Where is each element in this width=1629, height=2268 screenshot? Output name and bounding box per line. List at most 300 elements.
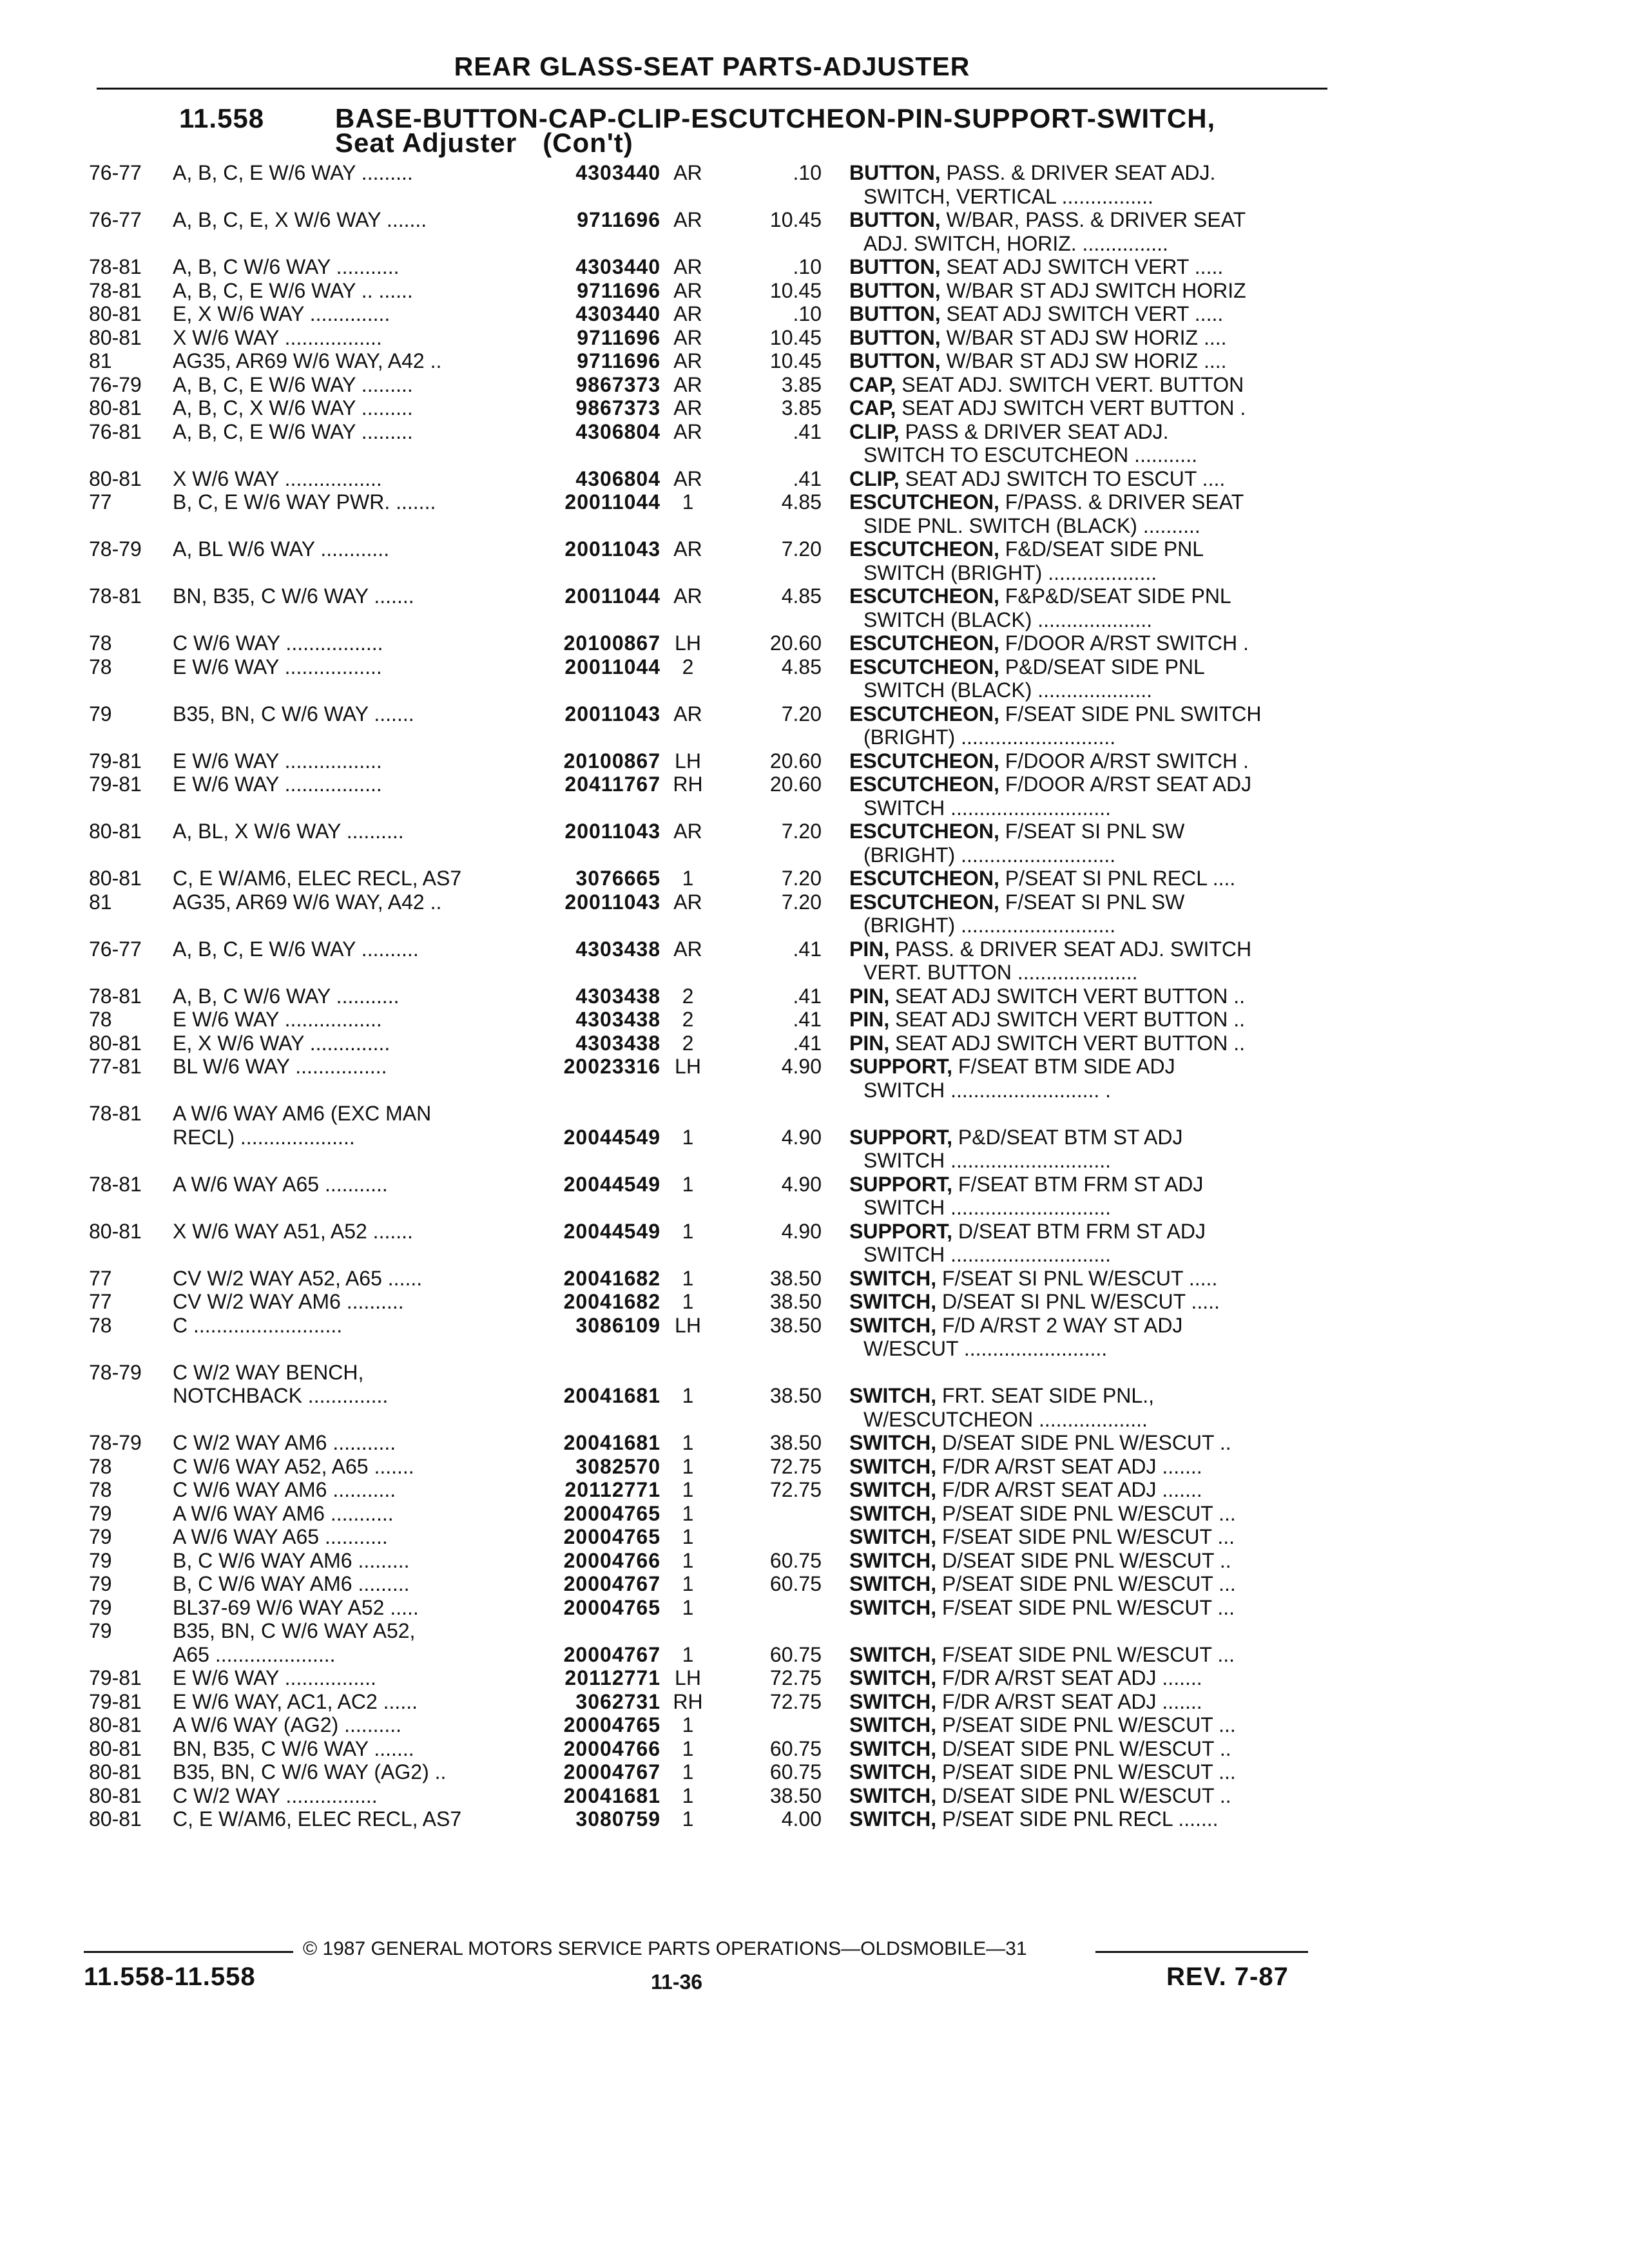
part-model: CV W/2 WAY AM6 .......... [173, 1290, 404, 1313]
part-qty: 1 [682, 1290, 694, 1313]
part-year: 80-81 [89, 1783, 142, 1807]
part-model: E W/6 WAY ................. [173, 1008, 382, 1031]
part-number: 20004767 [563, 1572, 660, 1595]
part-description-name: BUTTON, [849, 325, 941, 349]
part-model: RECL) .................... [173, 1125, 355, 1149]
page-title: REAR GLASS-SEAT PARTS-ADJUSTER [454, 52, 970, 81]
part-description-name: ESCUTCHEON, [849, 537, 999, 561]
part-price: 38.50 [769, 1431, 822, 1454]
part-price: .41 [793, 1008, 822, 1031]
part-row-continued [0, 443, 1629, 466]
part-row [0, 208, 1629, 231]
part-description [849, 373, 1333, 396]
footer-section-range: 11.558-11.558 [84, 1963, 256, 1991]
part-number: 4303438 [575, 984, 660, 1008]
part-price: 72.75 [769, 1454, 822, 1478]
part-row-continued [0, 185, 1629, 208]
part-description [849, 631, 1333, 655]
part-description-name: BUTTON, [849, 161, 941, 184]
part-description [849, 326, 1333, 349]
part-row [0, 773, 1629, 796]
part-description-name: SUPPORT, [849, 1055, 953, 1078]
part-description-name: ESCUTCHEON, [849, 773, 999, 796]
part-price: 10.45 [769, 349, 822, 372]
part-model: C W/6 WAY A52, A65 ....... [173, 1454, 414, 1478]
part-row-continued [0, 726, 1629, 749]
part-price: .41 [793, 419, 822, 443]
part-row-continued [0, 796, 1629, 820]
part-description-text: F/SEAT SI PNL W/ESCUT ..... [936, 1266, 1218, 1290]
part-description-text: F/SEAT SIDE PNL W/ESCUT ... [936, 1595, 1235, 1619]
part-model: A, B, C, E W/6 WAY ......... [173, 419, 413, 443]
part-model: X W/6 WAY A51, A52 ....... [173, 1219, 413, 1243]
part-year: 78-81 [89, 278, 142, 302]
part-description-name: CLIP, [849, 466, 900, 490]
part-year: 80-81 [89, 1219, 142, 1243]
part-row [0, 655, 1629, 678]
part-description-name: PIN, [849, 1008, 890, 1031]
footer-revision: REV. 7-87 [1166, 1963, 1289, 1991]
part-description-name: SWITCH, [849, 1454, 937, 1478]
part-model: A, B, C W/6 WAY ........... [173, 984, 400, 1008]
part-description-text: W/BAR ST ADJ SWITCH HORIZ [940, 278, 1246, 302]
part-description [849, 1807, 1333, 1831]
part-description-text: F/SEAT SIDE PNL W/ESCUT ... [936, 1642, 1235, 1666]
part-model: C W/2 WAY BENCH, [173, 1360, 364, 1384]
part-description-text: W/BAR, PASS. & DRIVER SEAT [940, 208, 1246, 231]
part-number: 20011044 [564, 584, 660, 608]
part-row [0, 161, 1629, 184]
part-year: 80-81 [89, 1807, 142, 1831]
part-row [0, 937, 1629, 961]
part-number: 20044549 [563, 1172, 660, 1196]
part-description-name: BUTTON, [849, 208, 941, 231]
part-description-continued: W/ESCUT ......................... [863, 1337, 1108, 1360]
part-description-continued: (BRIGHT) ........................... [863, 914, 1116, 937]
part-model: A, B, C, E W/6 WAY ......... [173, 161, 413, 184]
part-price: 3.85 [781, 372, 822, 396]
part-number: 20004765 [563, 1595, 660, 1619]
part-number: 20011043 [564, 820, 660, 843]
part-year: 78-81 [89, 1172, 142, 1196]
part-model: NOTCHBACK .............. [173, 1384, 389, 1407]
part-description-text: SEAT ADJ SWITCH VERT ..... [940, 302, 1224, 325]
part-model: A W/6 WAY AM6 (EXC MAN [173, 1102, 432, 1125]
part-qty: 1 [682, 1807, 694, 1831]
part-description [849, 584, 1333, 608]
part-description-text: F/DOOR A/RST SWITCH . [999, 749, 1249, 773]
part-number: 20041681 [563, 1384, 660, 1407]
part-number: 20004765 [563, 1525, 660, 1548]
part-row-continued [0, 232, 1629, 255]
part-number: 20011043 [564, 890, 660, 914]
part-number: 20044549 [563, 1125, 660, 1149]
part-year: 80-81 [89, 466, 142, 490]
part-description [849, 1502, 1333, 1525]
part-year: 78 [89, 1313, 112, 1337]
part-description-text: F/DR A/RST SEAT ADJ ....... [936, 1666, 1202, 1689]
part-number: 4306804 [575, 466, 660, 490]
part-description-text: D/SEAT BTM FRM ST ADJ [952, 1219, 1206, 1243]
part-description-name: SWITCH, [849, 1525, 937, 1548]
part-qty: AR [673, 325, 702, 349]
part-year: 79 [89, 1525, 112, 1548]
part-price: 3.85 [781, 396, 822, 419]
part-description-text: F/DR A/RST SEAT ADJ ....... [936, 1454, 1202, 1478]
part-number: 9711696 [577, 278, 660, 302]
part-description-name: ESCUTCHEON, [849, 631, 999, 655]
part-model: B35, BN, C W/6 WAY (AG2) .. [173, 1760, 447, 1783]
part-qty: AR [673, 396, 702, 419]
part-row [0, 1619, 1629, 1642]
part-number: 20041681 [563, 1783, 660, 1807]
part-row [0, 537, 1629, 561]
part-price: 38.50 [769, 1384, 822, 1407]
part-number: 3062731 [575, 1689, 660, 1713]
part-row [0, 255, 1629, 278]
part-description-name: SWITCH, [849, 1666, 937, 1689]
part-number: 20011043 [564, 537, 660, 561]
part-description-text: F/SEAT SIDE PNL SWITCH [999, 702, 1262, 726]
part-description-text: P&D/SEAT SIDE PNL [999, 655, 1205, 678]
part-qty: LH [675, 1313, 701, 1337]
part-description [849, 490, 1333, 514]
part-qty: RH [673, 1689, 703, 1713]
part-description [849, 1525, 1333, 1548]
part-year: 78 [89, 1478, 112, 1501]
part-qty: 1 [682, 1501, 694, 1525]
part-description-continued: SWITCH .......................... . [863, 1078, 1112, 1102]
part-price: 4.90 [781, 1125, 822, 1149]
part-row [0, 349, 1629, 372]
part-qty: 1 [682, 1525, 694, 1548]
part-row [0, 584, 1629, 608]
part-year: 80-81 [89, 325, 142, 349]
part-row [0, 396, 1629, 419]
part-number: 20100867 [563, 749, 660, 773]
part-row [0, 1478, 1629, 1501]
part-qty: LH [675, 1666, 701, 1689]
part-model: A, B, C, E W/6 WAY .. ...... [173, 278, 413, 302]
part-description-name: PIN, [849, 984, 890, 1008]
part-description-continued: SWITCH (BLACK) .................... [863, 678, 1153, 702]
part-description [849, 255, 1333, 278]
part-year: 78 [89, 1454, 112, 1478]
part-description-text: F/SEAT BTM FRM ST ADJ [952, 1172, 1204, 1196]
part-description [849, 1314, 1333, 1337]
part-description-name: SWITCH, [849, 1548, 937, 1572]
part-year: 79-81 [89, 773, 142, 796]
part-row-continued [0, 1149, 1629, 1172]
part-price: 60.75 [769, 1572, 822, 1595]
part-description [849, 1690, 1333, 1713]
part-description-text: W/BAR ST ADJ SW HORIZ .... [940, 325, 1227, 349]
part-description-continued: SWITCH ............................ [863, 796, 1112, 820]
part-description-continued: SWITCH, VERTICAL ................ [863, 184, 1153, 208]
part-description-continued: W/ESCUTCHEON ................... [863, 1407, 1148, 1431]
part-number: 20004766 [563, 1548, 660, 1572]
part-row [0, 1455, 1629, 1478]
part-model: A, B, C, X W/6 WAY ......... [173, 396, 413, 419]
part-description [849, 279, 1333, 302]
part-model: A W/6 WAY (AG2) .......... [173, 1713, 402, 1736]
part-description-text: P/SEAT SI PNL RECL .... [999, 867, 1236, 890]
part-number: 20004765 [563, 1501, 660, 1525]
part-qty: AR [673, 702, 702, 726]
part-row [0, 1102, 1629, 1125]
part-qty: 1 [682, 1219, 694, 1243]
part-description-name: SUPPORT, [849, 1219, 953, 1243]
part-number: 4303438 [575, 937, 660, 961]
part-model: A, BL, X W/6 WAY .......... [173, 820, 404, 843]
footer-rule-left [84, 1951, 293, 1953]
part-description-text: F/PASS. & DRIVER SEAT [999, 490, 1244, 514]
part-number: 4303438 [575, 1008, 660, 1031]
part-price: .41 [793, 466, 822, 490]
part-description-continued: (BRIGHT) ........................... [863, 843, 1116, 867]
part-description-continued: SWITCH ............................ [863, 1149, 1112, 1172]
part-description-text: F/D A/RST 2 WAY ST ADJ [936, 1313, 1183, 1337]
part-description-continued: (BRIGHT) ........................... [863, 726, 1116, 749]
part-qty: AR [673, 466, 702, 490]
part-number: 20023316 [563, 1055, 660, 1078]
part-description-name: SWITCH, [849, 1290, 937, 1313]
part-year: 77-81 [89, 1055, 142, 1078]
part-row [0, 820, 1629, 843]
part-qty: AR [673, 537, 702, 561]
part-price: .41 [793, 937, 822, 961]
part-description-name: ESCUTCHEON, [849, 702, 999, 726]
part-number: 3076665 [575, 867, 660, 890]
part-year: 78-81 [89, 1102, 142, 1125]
part-price: 38.50 [769, 1266, 822, 1290]
part-year: 79 [89, 1572, 112, 1595]
part-row [0, 702, 1629, 726]
part-model: BL W/6 WAY ................ [173, 1055, 387, 1078]
part-description-text: PASS. & DRIVER SEAT ADJ. SWITCH [889, 937, 1252, 961]
part-description-name: ESCUTCHEON, [849, 584, 999, 608]
part-description-name: SWITCH, [849, 1266, 937, 1290]
part-description-name: ESCUTCHEON, [849, 867, 999, 890]
part-description [849, 937, 1333, 961]
section-title: BASE-BUTTON-CAP-CLIP-ESCUTCHEON-PIN-SUPPORT-SWITCH, [335, 103, 1216, 133]
part-description [849, 1596, 1333, 1619]
part-qty: 2 [682, 1031, 694, 1055]
part-description-name: BUTTON, [849, 302, 941, 325]
part-description-continued: SWITCH (BLACK) .................... [863, 608, 1153, 631]
part-year: 79-81 [89, 1689, 142, 1713]
part-row [0, 490, 1629, 514]
part-price: 7.20 [781, 820, 822, 843]
part-qty: AR [673, 419, 702, 443]
part-description-text: F/SEAT SIDE PNL W/ESCUT ... [936, 1525, 1235, 1548]
part-year: 79 [89, 1595, 112, 1619]
part-price: 20.60 [769, 631, 822, 655]
part-row [0, 1760, 1629, 1783]
part-description [849, 1055, 1333, 1078]
part-number: 9711696 [577, 325, 660, 349]
part-model: E W/6 WAY ................. [173, 773, 382, 796]
part-description [849, 1760, 1333, 1783]
part-description-name: SWITCH, [849, 1713, 937, 1736]
part-description-name: CAP, [849, 372, 896, 396]
part-description-name: SWITCH, [849, 1642, 937, 1666]
part-number: 9711696 [577, 349, 660, 372]
part-description [849, 890, 1333, 914]
part-price: 4.90 [781, 1172, 822, 1196]
part-year: 76-77 [89, 208, 142, 231]
part-model: BL37-69 W/6 WAY A52 ..... [173, 1595, 419, 1619]
part-row [0, 1525, 1629, 1548]
part-year: 78-79 [89, 1360, 142, 1384]
part-qty: AR [673, 584, 702, 608]
part-year: 77 [89, 1290, 112, 1313]
part-description-name: SWITCH, [849, 1501, 937, 1525]
part-description [849, 1290, 1333, 1313]
part-row [0, 1784, 1629, 1807]
part-qty: AR [673, 372, 702, 396]
part-model: C W/2 WAY ................ [173, 1783, 378, 1807]
part-description-text: P/SEAT SIDE PNL W/ESCUT ... [936, 1760, 1236, 1783]
part-year: 79 [89, 1548, 112, 1572]
part-qty: LH [675, 631, 701, 655]
part-row-continued [0, 1243, 1629, 1266]
part-qty: AR [673, 937, 702, 961]
part-description-text: P/SEAT SIDE PNL W/ESCUT ... [936, 1501, 1236, 1525]
part-description-text: SEAT ADJ SWITCH VERT BUTTON .. [889, 1031, 1246, 1055]
part-row [0, 467, 1629, 490]
part-price: 4.90 [781, 1055, 822, 1078]
part-year: 76-77 [89, 937, 142, 961]
part-description [849, 1032, 1333, 1055]
part-row-continued [0, 514, 1629, 537]
part-description [849, 1737, 1333, 1760]
part-row [0, 1055, 1629, 1078]
part-price: 10.45 [769, 278, 822, 302]
part-description-text: D/SEAT SIDE PNL W/ESCUT .. [936, 1431, 1231, 1454]
part-description-text: F/DOOR A/RST SEAT ADJ [999, 773, 1252, 796]
part-model: E W/6 WAY, AC1, AC2 ...... [173, 1689, 418, 1713]
part-row [0, 1008, 1629, 1031]
part-row [0, 1666, 1629, 1689]
part-description-name: ESCUTCHEON, [849, 820, 999, 843]
part-description-text: SEAT ADJ. SWITCH VERT. BUTTON [896, 372, 1244, 396]
part-description-text: P&D/SEAT BTM ST ADJ [952, 1125, 1183, 1149]
part-description-name: BUTTON, [849, 255, 941, 278]
part-description-name: SUPPORT, [849, 1172, 953, 1196]
part-description [849, 420, 1333, 443]
part-description [849, 1713, 1333, 1736]
part-qty: 1 [682, 1384, 694, 1407]
part-year: 80-81 [89, 1760, 142, 1783]
part-qty: 1 [682, 1713, 694, 1736]
part-year: 80-81 [89, 302, 142, 325]
part-model: C W/6 WAY ................. [173, 631, 383, 655]
part-qty: 1 [682, 1595, 694, 1619]
part-description [849, 349, 1333, 372]
part-row [0, 1314, 1629, 1337]
part-description [849, 867, 1333, 890]
part-description [849, 302, 1333, 325]
part-year: 76-79 [89, 372, 142, 396]
part-model: X W/6 WAY ................. [173, 325, 382, 349]
part-row [0, 1290, 1629, 1313]
part-year: 78-81 [89, 984, 142, 1008]
part-description [849, 208, 1333, 231]
part-number: 20041682 [563, 1290, 660, 1313]
part-number: 20112771 [564, 1666, 660, 1689]
part-qty: 1 [682, 1572, 694, 1595]
part-model: A, B, C, E W/6 WAY .......... [173, 937, 419, 961]
part-description [849, 1431, 1333, 1454]
part-price: 7.20 [781, 702, 822, 726]
part-row [0, 1220, 1629, 1243]
part-year: 79-81 [89, 749, 142, 773]
part-number: 20041682 [563, 1266, 660, 1290]
part-price: 60.75 [769, 1736, 822, 1760]
part-description-text: D/SEAT SIDE PNL W/ESCUT .. [936, 1736, 1231, 1760]
part-qty: 2 [682, 984, 694, 1008]
part-year: 80-81 [89, 820, 142, 843]
part-number: 4303440 [575, 255, 660, 278]
part-description [849, 161, 1333, 184]
part-description [849, 1549, 1333, 1572]
part-qty: 1 [682, 1478, 694, 1501]
part-model: E W/6 WAY ................. [173, 749, 382, 773]
part-row [0, 1431, 1629, 1454]
part-row [0, 373, 1629, 396]
part-row [0, 631, 1629, 655]
part-description-text: SEAT ADJ SWITCH VERT BUTTON .. [889, 984, 1246, 1008]
part-row [0, 1596, 1629, 1619]
part-price: 4.85 [781, 584, 822, 608]
part-row [0, 1032, 1629, 1055]
part-row-continued [0, 678, 1629, 702]
part-qty: AR [673, 349, 702, 372]
part-year: 79 [89, 1501, 112, 1525]
part-row [0, 1572, 1629, 1595]
part-qty: 1 [682, 1760, 694, 1783]
part-qty: 1 [682, 1548, 694, 1572]
part-qty: LH [675, 749, 701, 773]
part-description-name: SWITCH, [849, 1572, 937, 1595]
part-year: 79-81 [89, 1666, 142, 1689]
part-model: A W/6 WAY A65 ........... [173, 1525, 388, 1548]
part-number: 20004766 [563, 1736, 660, 1760]
part-number: 9711696 [577, 208, 660, 231]
part-number: 3082570 [575, 1454, 660, 1478]
part-row [0, 420, 1629, 443]
part-number: 4303438 [575, 1031, 660, 1055]
part-model: X W/6 WAY ................. [173, 466, 382, 490]
part-description-text: F/DR A/RST SEAT ADJ ....... [936, 1478, 1202, 1501]
part-model: C .......................... [173, 1313, 343, 1337]
part-description-continued: VERT. BUTTON ..................... [863, 961, 1138, 984]
part-description-text: SEAT ADJ SWITCH VERT BUTTON . [896, 396, 1246, 419]
part-description [849, 1666, 1333, 1689]
part-description-text: D/SEAT SI PNL W/ESCUT ..... [936, 1290, 1220, 1313]
part-description [849, 1478, 1333, 1501]
part-number: 3086109 [575, 1313, 660, 1337]
part-year: 78 [89, 1008, 112, 1031]
part-number: 20011044 [564, 490, 660, 514]
part-price: .10 [793, 255, 822, 278]
part-year: 79 [89, 702, 112, 726]
part-row-continued [0, 1337, 1629, 1360]
part-description [849, 1267, 1333, 1290]
part-qty: 2 [682, 655, 694, 678]
part-price: .41 [793, 984, 822, 1008]
